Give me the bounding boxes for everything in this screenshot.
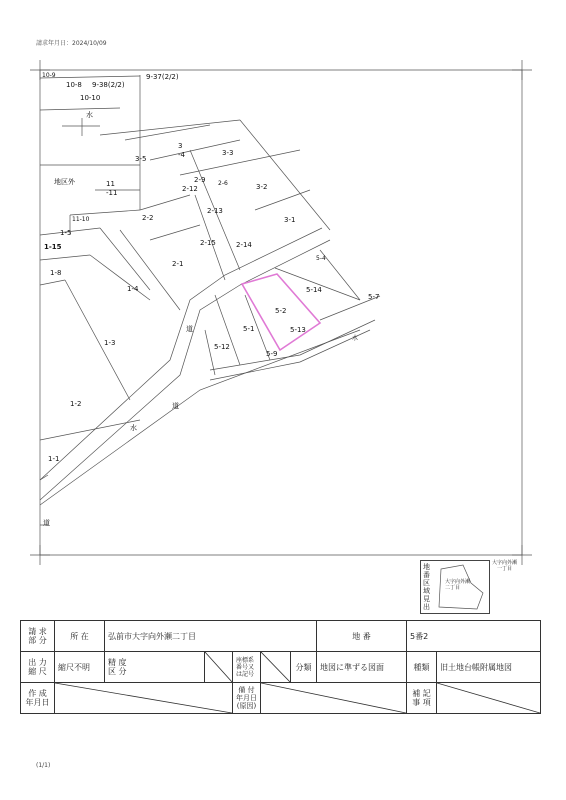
road-label-bottom: 道	[43, 519, 50, 527]
parcel-label-5-1: 5-1	[243, 325, 255, 333]
accuracy-label: 精 度 区 分	[105, 652, 205, 683]
info-table	[20, 620, 541, 714]
parcel-label-5-13: 5-13	[290, 326, 306, 334]
parcel-label-11-11-top: 11	[106, 180, 115, 188]
parcel-label-5-9: 5-9	[266, 350, 278, 358]
supplementary-notes-value-empty	[437, 683, 541, 714]
info-row-dates	[21, 683, 541, 714]
parcel-label-5-7: 5-7	[368, 293, 380, 301]
parcel-label-1-1: 1-1	[48, 455, 60, 463]
type-value: 旧土地台帳附属地図	[437, 652, 541, 683]
inset-area-text: 大字向外瀬 二丁目	[445, 579, 471, 591]
parcel-label-3-3: 3-3	[222, 149, 234, 157]
classification-value: 地図に準ずる図面	[317, 652, 407, 683]
parcel-label-9-38: 9-38(2/2)	[92, 81, 125, 89]
parcel-label-2-9: 2-9	[194, 176, 206, 184]
road-label-mid: 道	[186, 325, 193, 333]
request-part-label: 請 求 部 分	[21, 621, 55, 652]
parcel-label-3-1: 3-1	[284, 216, 296, 224]
water-label-top: 水	[86, 111, 93, 119]
accuracy-value-empty	[205, 652, 233, 683]
parcel-label-1-5: 1-5	[60, 229, 72, 237]
info-row-scale	[21, 652, 541, 683]
parcel-label-3-4-bottom: -4	[178, 151, 185, 159]
coordinate-system-label: 座標系 番号又 は記号	[233, 652, 261, 683]
area-inset-box	[420, 560, 490, 614]
classification-label: 分類	[291, 652, 317, 683]
installed-date-label: 備 付 年月日 (原因)	[233, 683, 261, 714]
water-label-road: 水	[130, 424, 137, 432]
created-date-value-empty	[55, 683, 233, 714]
parcel-label-10-10: 10-10	[80, 94, 101, 102]
installed-date-value-empty	[261, 683, 407, 714]
output-scale-label: 出 力 縮 尺	[21, 652, 55, 683]
parcel-label-11-10: 11-10	[72, 216, 90, 223]
created-date-label: 作 成 年月日	[21, 683, 55, 714]
parcel-label-1-3: 1-3	[104, 339, 116, 347]
parcel-label-5-2: 5-2	[275, 307, 287, 315]
parcel-label-10-8: 10-8	[66, 81, 82, 89]
inset-title: 地番区域見出	[423, 563, 430, 611]
type-label: 種類	[407, 652, 437, 683]
parcel-label-5-12: 5-12	[214, 343, 230, 351]
supplementary-notes-label: 補 記 事 項	[407, 683, 437, 714]
parcel-label-1-15: 1-15	[44, 243, 62, 251]
info-row-location	[21, 621, 541, 652]
print-date: 請求年月日：2024/10/09	[36, 40, 107, 47]
location-value: 弘前市大字向外瀬二丁目	[105, 621, 317, 652]
parcel-label-1-4: 1-4	[127, 285, 139, 293]
parcel-label-3-4-top: 3	[178, 142, 183, 150]
parcel-label-2-13: 2-13	[207, 207, 223, 215]
coordinate-system-value-empty	[261, 652, 291, 683]
parcel-label-11-11-bottom: -11	[106, 189, 118, 197]
parcel-label-2-2: 2-2	[142, 214, 154, 222]
parcel-label-2-6: 2-6	[218, 180, 228, 187]
lot-number-value: 5番2	[407, 621, 541, 652]
parcel-label-10-9: 10-9	[42, 72, 56, 79]
lot-number-label: 地 番	[317, 621, 407, 652]
parcel-label-1-8: 1-8	[50, 269, 62, 277]
parcel-label-5-14: 5-14	[306, 286, 322, 294]
parcel-label-1-2: 1-2	[70, 400, 82, 408]
parcel-label-3-2: 3-2	[256, 183, 268, 191]
water-label-right: 水	[352, 335, 359, 342]
inset-north-note: 大字向外瀬 一丁目	[492, 560, 518, 572]
area-label-outside: 地区外	[54, 178, 75, 186]
parcel-label-2-12: 2-12	[182, 185, 198, 193]
parcel-label-2-14: 2-14	[236, 241, 252, 249]
location-label: 所 在	[55, 621, 105, 652]
parcel-label-9-37: 9-37(2/2)	[146, 73, 179, 81]
output-scale-value: 縮尺不明	[55, 652, 105, 683]
parcel-label-2-1: 2-1	[172, 260, 184, 268]
parcel-label-3-5: 3-5	[135, 155, 147, 163]
parcel-label-5-4: 5-4	[316, 255, 326, 262]
parcel-label-2-15: 2-15	[200, 239, 216, 247]
page-number: (1/1)	[36, 762, 51, 769]
road-label-main: 道	[172, 402, 179, 410]
